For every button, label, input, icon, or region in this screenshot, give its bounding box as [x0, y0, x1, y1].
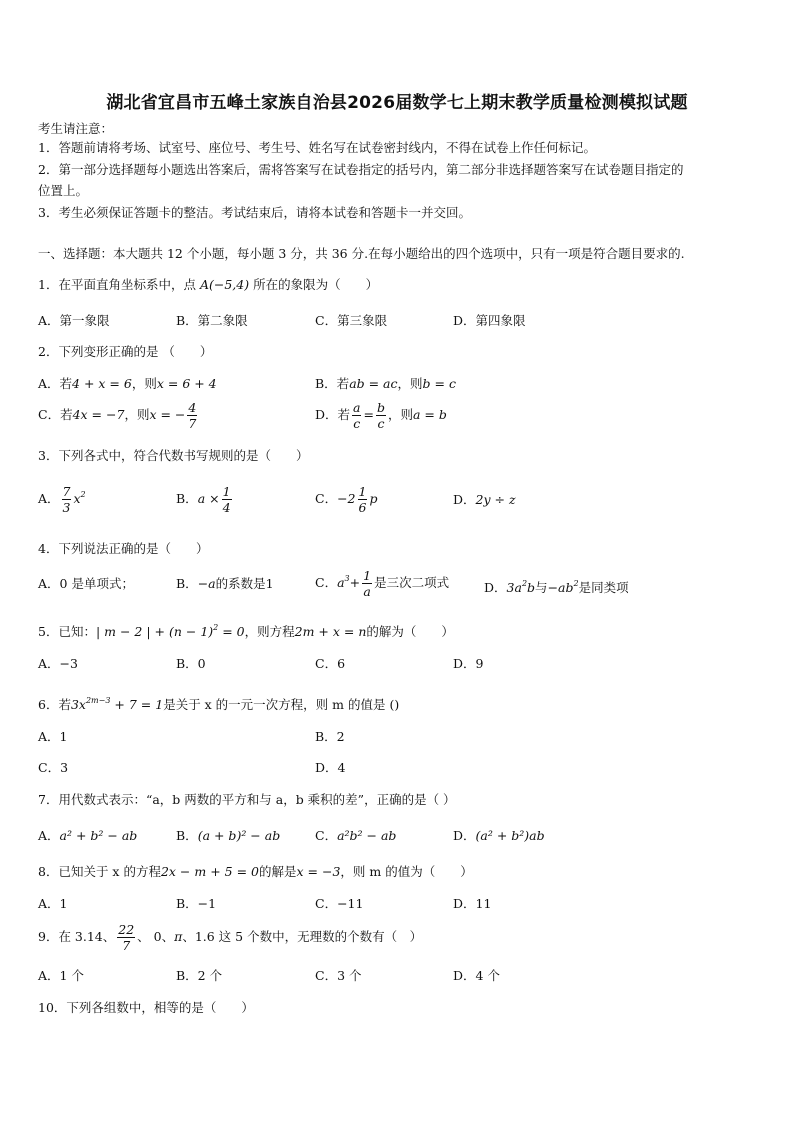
q8-option-c: C．−11	[315, 896, 364, 911]
question-4-stem: 4．下列说法正确的是（ ）	[38, 541, 209, 556]
notice-heading: 考生请注意：	[38, 121, 114, 136]
q4-c-prefix: C．	[315, 575, 338, 590]
q3-a-tail: x	[73, 491, 81, 506]
q2-d-fraction-1	[352, 400, 361, 431]
q6-option-c: C．3	[38, 760, 69, 775]
q8-stem-a: 8．已知关于 x 的方程	[38, 864, 161, 879]
q7-b-math: (a + b)² − ab	[197, 828, 281, 843]
q4-d-prefix: D．	[484, 580, 507, 595]
q1-point: A(−5,4)	[199, 277, 250, 292]
question-6-stem	[38, 693, 399, 713]
q2-option-c	[38, 400, 199, 431]
q4-d-math1: 3a	[506, 580, 522, 595]
question-9-stem	[38, 922, 422, 953]
q3-b-fraction	[222, 484, 232, 515]
q3-c-label: C．	[315, 491, 338, 506]
q8-math2: x = −3	[296, 864, 341, 879]
q9-stem-b: 、 0、	[137, 929, 175, 944]
q6-option-b: B．2	[315, 729, 345, 744]
q2-d-den1: c	[353, 416, 361, 431]
q6-stem-a: 6．若	[38, 697, 71, 712]
q9-den: 7	[122, 938, 131, 953]
q4-c-plus: +	[349, 575, 361, 590]
q6-option-d: D．4	[315, 760, 346, 775]
q9-option-d: D．4 个	[453, 968, 500, 983]
q3-c-fraction	[358, 484, 368, 515]
q4-d-post: 是同类项	[578, 580, 629, 595]
q9-stem-a: 9．在 3.14、	[38, 929, 116, 944]
q8-option-a: A．1	[38, 896, 68, 911]
q3-b-num: 1	[222, 484, 231, 499]
q4-c-post: 是三次二项式	[374, 575, 450, 590]
q5-stem-c: 的解为（ ）	[366, 624, 454, 639]
q4-d-sup1: 2	[521, 579, 528, 588]
q2-c-fraction	[187, 400, 197, 431]
q4-c-den: a	[363, 584, 371, 599]
question-1-stem	[38, 277, 378, 293]
question-3-stem: 3．下列各式中，符合代数书写规则的是（ ）	[38, 448, 309, 463]
q6-math-b: + 7 = 1	[110, 697, 164, 712]
q4-option-d	[484, 576, 629, 596]
q2-c-prefix: C．若	[38, 407, 73, 422]
q3-option-b	[176, 484, 234, 515]
q3-b-math: a ×	[197, 491, 220, 506]
q8-math1: 2x − m + 5 = 0	[160, 864, 259, 879]
q2-c-math1: 4x = −7	[72, 407, 125, 422]
q7-option-a	[38, 828, 137, 844]
q2-d-math2: a = b	[413, 407, 447, 422]
q3-a-fraction	[62, 484, 72, 515]
q1-option-d: D．第四象限	[453, 313, 526, 328]
q5-option-c: C．6	[315, 656, 346, 671]
q9-num: 22	[118, 922, 135, 937]
q7-d-math: (a² + b²)ab	[475, 828, 545, 843]
q4-c-sup: 3	[344, 574, 350, 583]
q3-d-label: D．	[453, 492, 476, 507]
q4-d-math1b: b	[527, 580, 536, 595]
q7-a-math: a² + b² − ab	[59, 828, 138, 843]
q2-d-den2: c	[377, 416, 385, 431]
q2-b-prefix: B．若	[315, 376, 350, 391]
q3-c-den: 6	[358, 500, 367, 515]
q9-option-b: B．2 个	[176, 968, 223, 983]
q3-a-label: A．	[38, 491, 60, 506]
notice-item-1: 1．答题前请将考场、试室号、座位号、考生号、姓名写在试卷密封线内，不得在试卷上作任何标记。	[38, 140, 596, 155]
q2-d-fraction-2	[376, 400, 386, 431]
q4-c-fraction	[362, 568, 372, 599]
q2-b-math1: ab = ac	[349, 376, 398, 391]
q5-option-d: D．9	[453, 656, 484, 671]
q7-option-b	[176, 828, 280, 844]
q5-option-a: A．−3	[38, 656, 78, 671]
q1-stem-b: 所在的象限为（ ）	[253, 277, 379, 292]
q3-c-num: 1	[358, 484, 367, 499]
q4-d-mid: 与	[535, 580, 548, 595]
q3-d-math: 2y ÷ z	[475, 492, 516, 507]
q4-c-num: 1	[363, 568, 372, 583]
page-title: 湖北省宜昌市五峰土家族自治县2026届数学七上期末教学质量检测模拟试题	[106, 93, 688, 113]
q7-b-label: B．	[176, 828, 198, 843]
q1-option-c: C．第三象限	[315, 313, 388, 328]
q8-option-d: D．11	[453, 896, 492, 911]
q4-option-a: A．0 是单项式；	[38, 576, 134, 591]
q1-stem-a: 1．在平面直角坐标系中，点	[38, 277, 196, 292]
q2-d-equals: =	[363, 407, 374, 422]
q5-math2: 2m + x = n	[294, 624, 367, 639]
q2-d-num2: b	[376, 400, 385, 415]
q6-stem-b: 是关于 x 的一元一次方程，则 m 的值是 ()	[163, 697, 400, 712]
q7-c-label: C．	[315, 828, 338, 843]
q2-a-math2: x = 6 + 4	[156, 376, 217, 391]
q3-a-num: 7	[62, 484, 71, 499]
q2-a-prefix: A．若	[38, 376, 73, 391]
notice-item-2: 2．第一部分选择题每小题选出答案后，需将答案写在试卷指定的括号内，第二部分非选择题答案写在试卷题目指定的	[38, 162, 684, 177]
q9-stem-c: 、1.6 这 5 个数中，无理数的个数有（ ）	[182, 929, 423, 944]
q3-c-math: −2	[337, 491, 356, 506]
q2-d-prefix: D．若	[315, 407, 351, 422]
q2-a-mid: ，则	[131, 376, 157, 391]
q4-option-c	[315, 568, 449, 599]
question-5-stem	[38, 620, 454, 640]
q1-option-b: B．第二象限	[176, 313, 248, 328]
q2-b-math2: b = c	[422, 376, 456, 391]
notice-item-3: 3．考生必须保证答题卡的整洁。考试结束后，请将本试卷和答题卡一并交回。	[38, 205, 471, 220]
question-10-stem: 10．下列各组数中，相等的是（ ）	[38, 1000, 254, 1015]
q4-d-sup2: 2	[573, 579, 579, 588]
q2-c-math2: x = −	[149, 407, 186, 422]
q9-option-a: A．1 个	[38, 968, 84, 983]
q5-option-b: B．0	[176, 656, 206, 671]
q8-option-b: B．−1	[176, 896, 217, 911]
q4-d-math2: −ab	[547, 580, 574, 595]
q3-a-sup: 2	[80, 490, 86, 499]
q8-stem-c: ，则 m 的值为（ ）	[340, 864, 473, 879]
q2-a-math1: 4 + x = 6	[72, 376, 132, 391]
q2-d-num1: a	[353, 400, 361, 415]
q2-option-a	[38, 376, 217, 392]
q7-c-math: a²b² − ab	[337, 828, 397, 843]
q4-option-b	[176, 576, 274, 592]
q7-a-label: A．	[38, 828, 60, 843]
q3-c-tail: p	[369, 491, 378, 506]
q8-stem-b: 的解是	[258, 864, 297, 879]
q3-option-d	[453, 492, 516, 508]
q3-option-a	[38, 484, 86, 515]
q3-option-c	[315, 484, 377, 515]
q4-b-post: 的系数是1	[215, 576, 274, 591]
q7-option-c	[315, 828, 396, 844]
q9-option-c: C．3 个	[315, 968, 362, 983]
q4-b-prefix: B．	[176, 576, 198, 591]
q2-c-denominator: 7	[188, 416, 197, 431]
notice-item-2-cont: 位置上。	[38, 183, 89, 198]
question-7-stem: 7．用代数式表示：“a，b 两数的平方和与 a，b 乘积的差”，正确的是（ ）	[38, 792, 456, 807]
q4-c-math: a	[337, 575, 345, 590]
q9-fraction	[117, 922, 135, 953]
q5-stem-a: 5．已知：	[38, 624, 96, 639]
q6-option-a: A．1	[38, 729, 68, 744]
q3-b-label: B．	[176, 491, 198, 506]
q4-b-math: −a	[197, 576, 216, 591]
q7-option-d	[453, 828, 545, 844]
q6-math: 3x	[70, 697, 86, 712]
q5-math1b: = 0	[218, 624, 245, 639]
q7-d-label: D．	[453, 828, 476, 843]
q2-c-mid: ，则	[124, 407, 150, 422]
q2-c-numerator: 4	[188, 400, 197, 415]
section-heading: 一、选择题：本大题共 12 个小题，每小题 3 分，共 36 分.在每小题给出的四个选项中，只有一项是符合题目要求的.	[38, 246, 685, 261]
question-2-stem: 2．下列变形正确的是 （ ）	[38, 344, 213, 359]
q5-math1: | m − 2 | + (n − 1)	[95, 624, 214, 639]
question-8-stem	[38, 864, 473, 880]
q6-sup: 2m−3	[85, 696, 111, 705]
q3-b-den: 4	[222, 500, 231, 515]
q1-option-a: A．第一象限	[38, 313, 110, 328]
q5-stem-b: ，则方程	[244, 624, 295, 639]
q2-option-b	[315, 376, 456, 392]
q3-a-den: 3	[62, 500, 71, 515]
q2-d-mid: ，则	[387, 407, 413, 422]
q5-sup: 2	[213, 623, 219, 632]
q9-pi: π	[174, 929, 183, 944]
q2-option-d	[315, 400, 447, 431]
q2-b-mid: ，则	[397, 376, 423, 391]
